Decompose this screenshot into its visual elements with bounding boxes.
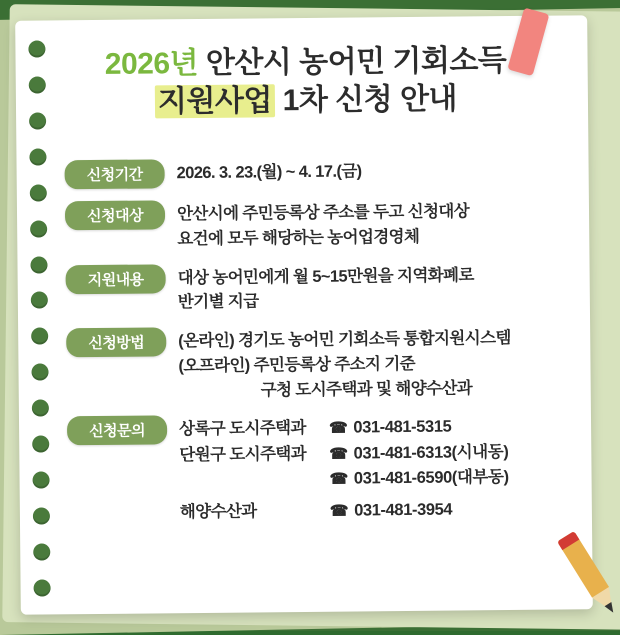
section-line: 2026. 3. 23.(월) ~ 4. 17.(금) [176, 162, 362, 183]
section-line: 대상 농어민에게 월 5~15만원을 지역화폐로 [177, 265, 474, 287]
title-year: 2026년 [104, 47, 199, 81]
section-line: 반기별 지급 [177, 292, 259, 312]
contact-phone-number: 031-481-3954 [354, 500, 453, 520]
section-contact [67, 412, 578, 527]
section-how-to-apply [66, 323, 577, 404]
phone-icon: ☎ [329, 470, 348, 489]
section-tag: 신청문의 [67, 416, 167, 446]
poster-content [15, 15, 593, 614]
title-highlight: 지원사업 [155, 85, 275, 119]
contact-phone [330, 498, 453, 525]
contact-phone-number: 031-481-6590(대부동) [353, 468, 509, 488]
phone-icon: ☎ [329, 419, 348, 438]
section-body [176, 155, 574, 186]
section-body [178, 260, 576, 315]
contact-phone-number: 031-481-6313(시내동) [353, 442, 509, 463]
title-line-1 [55, 42, 555, 85]
contact-phone [329, 415, 452, 442]
section-line: 요건에 모두 해당하는 농어업경영체 [177, 227, 420, 248]
section-tag: 신청대상 [65, 200, 165, 230]
section-tag: 신청방법 [66, 327, 166, 357]
contact-table [179, 412, 578, 526]
section-line: (온라인) 경기도 농어민 기회소득 통합지원시스템 [178, 329, 511, 351]
contact-row [179, 414, 577, 443]
section-list [65, 155, 579, 538]
contact-office: 단원구 도시주택과 [179, 444, 307, 465]
section-line: 안산시에 주민등록상 주소를 두고 신청대상 [176, 202, 470, 224]
phone-icon: ☎ [329, 502, 349, 520]
section-eligibility [65, 196, 575, 252]
section-tag: 신청기간 [65, 159, 165, 189]
phone-icon: ☎ [329, 445, 348, 463]
section-line: 구청 도시주택과 및 해양수산과 [260, 378, 473, 399]
section-tag: 지원내용 [66, 264, 166, 294]
section-application-period [65, 155, 575, 189]
contact-row [180, 496, 578, 525]
contact-row [179, 465, 577, 494]
contact-phone-number: 031-481-5315 [353, 417, 452, 437]
contact-phone [329, 465, 508, 492]
title-line-2 [56, 80, 556, 123]
section-body [178, 323, 577, 403]
section-line: (오프라인) 주민등록상 주소지 기준 [178, 354, 416, 375]
title-line-2-rest: 1차 신청 안내 [274, 82, 458, 118]
contact-office: 해양수산과 [179, 502, 257, 522]
page-title [55, 42, 556, 124]
contact-row [179, 439, 577, 468]
title-line-1-rest: 안산시 농어민 기회소득 [197, 44, 507, 81]
contact-office: 상록구 도시주택과 [179, 419, 306, 439]
note-card [15, 15, 593, 614]
section-support-details [66, 260, 576, 316]
contact-phone [329, 440, 508, 467]
section-body [177, 196, 575, 251]
contact-office [180, 484, 330, 485]
